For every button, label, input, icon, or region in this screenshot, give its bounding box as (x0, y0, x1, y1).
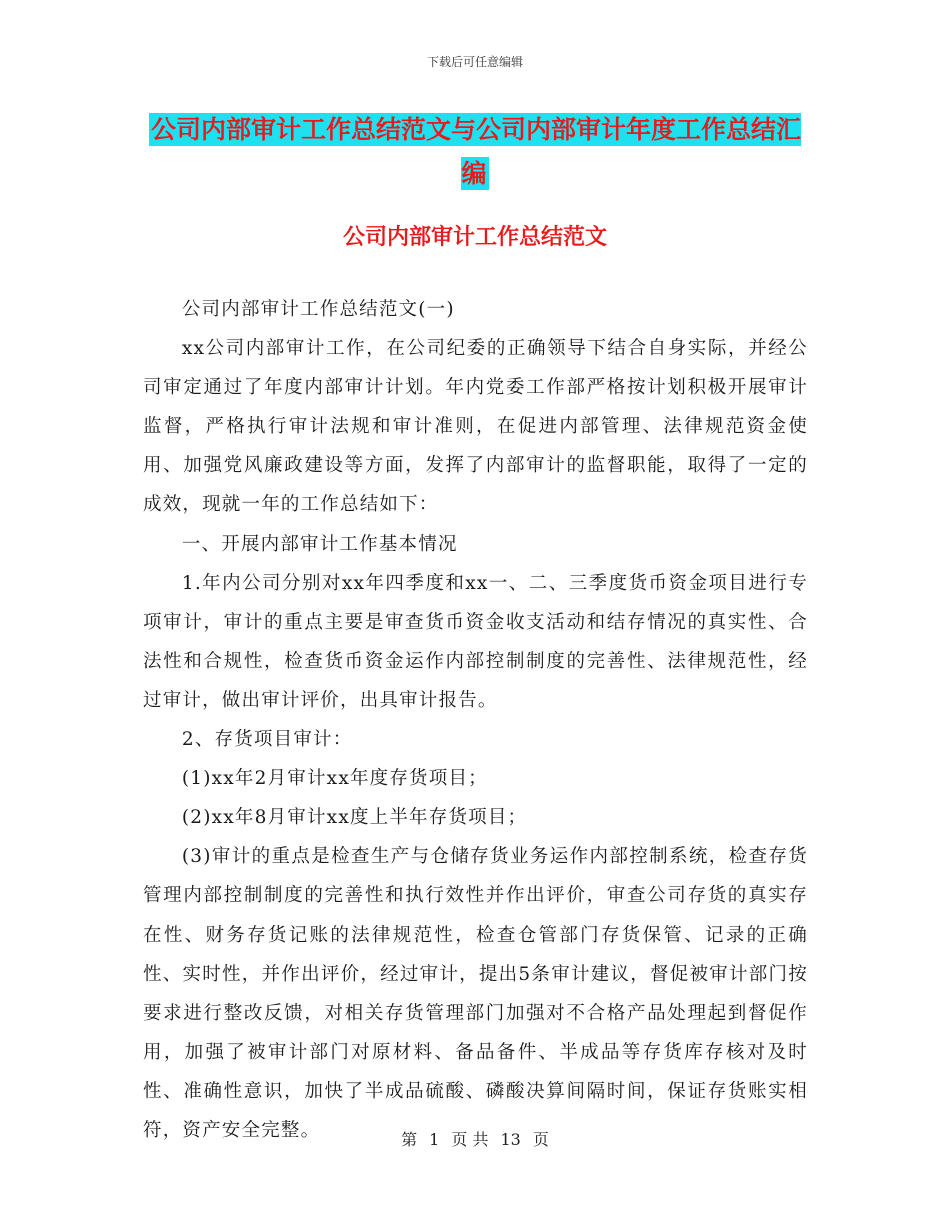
footer-page-number: 1 (429, 1130, 440, 1149)
document-title (145, 108, 805, 196)
section-heading: 公司内部审计工作总结范文 (342, 225, 607, 250)
footer-total-pages: 13 (500, 1130, 521, 1149)
paragraph-subitem-3: (3)审计的重点是检查生产与仓储存货业务运作内部控制系统，检查存货管理内部控制制度的完善性和执行效性并作出评价，审查公司存货的真实存在性、财务存货记账的法律规范性，检查仓管部门存货保管、记录的正确性、实时性，并作出评价，经过审计，提出5条审计建议，督促被审计部门按要求进行整改反馈，对相关存货管理部门加强对不合格产品处理起到督促作用，加强了被审计部门对原材料、备品备件、半成品等存货库存核对及时性、准确性意识，加快了半成品硫酸、磷酸决算间隔时间，保证存货账实相符，资产安全完整。 (143, 846, 808, 1141)
page-footer (0, 1127, 950, 1150)
paragraph-subitem-1: (1)xx年2月审计xx年度存货项目； (181, 768, 488, 790)
document-title-text: 公司内部审计工作总结范文与公司内部审计年度工作总结汇编 (150, 115, 801, 188)
paragraph-heading-1: 一、开展内部审计工作基本情况 (181, 533, 458, 555)
paragraph-subitem-2: (2)xx年8月审计xx度上半年存货项目； (181, 807, 528, 829)
paragraph-subtitle: 公司内部审计工作总结范文(一) (181, 299, 455, 320)
paragraph-item-2: 2、存货项目审计： (181, 729, 353, 751)
footer-prefix: 第 (401, 1130, 418, 1149)
footer-mid: 页 共 (451, 1130, 489, 1149)
footer-suffix: 页 (532, 1130, 549, 1149)
paragraph-item-1: 1.年内公司分别对xx年四季度和xx一、二、三季度货币资金项目进行专项审计，审计的重点主要是审查货币资金收支活动和结存情况的真实性、合法性和合规性，检查货币资金运作内部控制制度的完善性、法律规范性，经过审计，做出审计评价，出具审计报告。 (143, 572, 808, 711)
document-body (143, 290, 808, 1150)
header-note: 下载后可任意编辑 (426, 55, 523, 69)
paragraph-intro: xx公司内部审计工作，在公司纪委的正确领导下结合自身实际，并经公司审定通过了年度内部审计计划。年内党委工作部严格按计划积极开展审计监督，严格执行审计法规和审计准则，在促进内部管理、法律规范资金使用、加强党风廉政建设等方面，发挥了内部审计的监督职能，取得了一定的成效，现就一年的工作总结如下： (143, 338, 808, 516)
